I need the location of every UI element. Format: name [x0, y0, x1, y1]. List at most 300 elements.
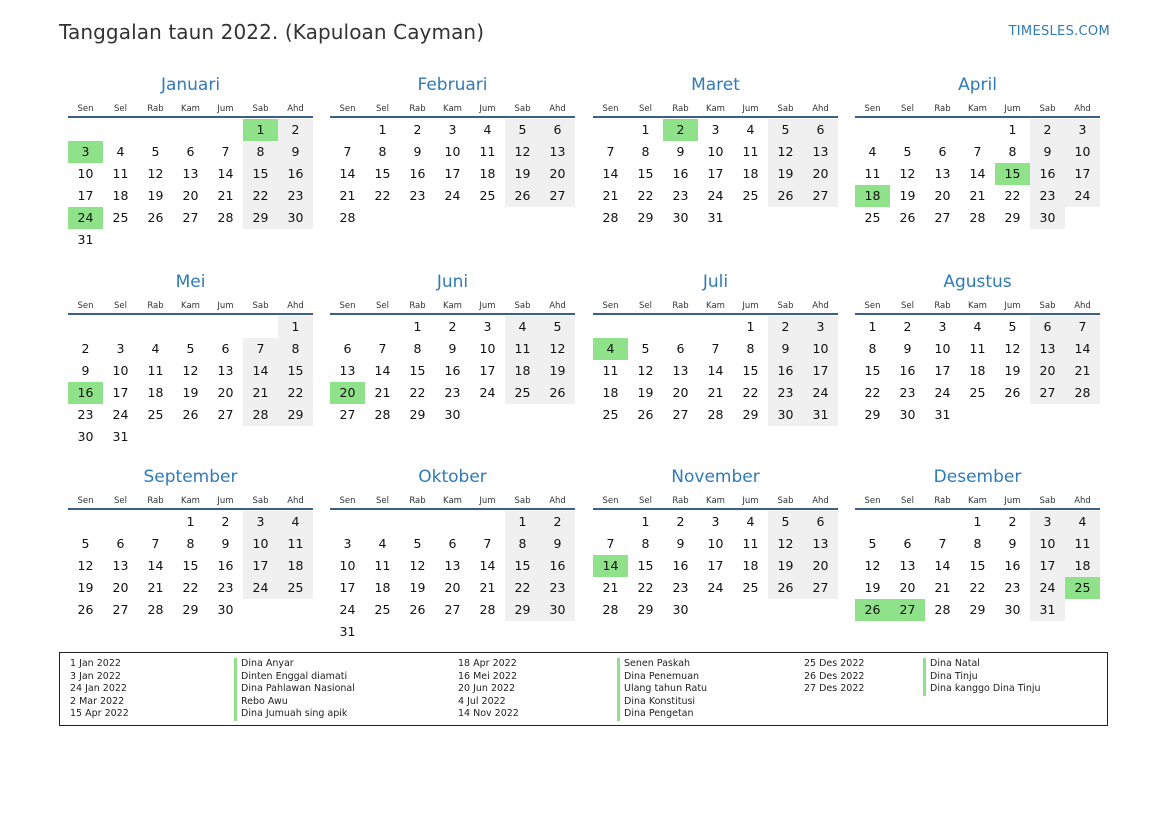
day-cell: 27 — [672, 407, 689, 422]
day-cell: 1 — [641, 122, 650, 137]
day-cell: 21 — [934, 580, 951, 595]
day-cell: 29 — [969, 602, 986, 617]
day-cell: 23 — [899, 385, 916, 400]
day-cell: 10 — [243, 533, 278, 555]
weekday-label: Sel — [376, 496, 389, 506]
weekday-header — [593, 96, 838, 118]
empty-cell — [365, 511, 400, 533]
empty-cell — [925, 511, 960, 533]
day-cell: 8 — [641, 144, 650, 159]
day-cell: 16 — [217, 558, 234, 573]
weekday-label: Sel — [376, 301, 389, 311]
day-cell: 10 — [112, 363, 129, 378]
day-cell: 11 — [374, 558, 391, 573]
day-cell: 17 — [707, 166, 724, 181]
day-cell: 29 — [409, 407, 426, 422]
weekday-label: Jum — [479, 301, 496, 311]
day-grid — [330, 511, 575, 643]
legend-date: 18 Apr 2022 — [458, 658, 517, 669]
day-cell: 20 — [899, 580, 916, 595]
day-cell: 12 — [899, 166, 916, 181]
day-cell: 17 — [339, 580, 356, 595]
day-cell: 12 — [182, 363, 199, 378]
legend-date: 2 Mar 2022 — [70, 695, 125, 707]
holiday-day-cell: 3 — [68, 141, 103, 163]
day-cell: 20 — [540, 163, 575, 185]
weekday-label: Kam — [706, 301, 725, 311]
legend-date: 1 Jan 2022 — [70, 658, 121, 669]
day-cell: 30 — [1030, 207, 1065, 229]
day-cell: 15 — [864, 363, 881, 378]
day-cell: 16 — [768, 360, 803, 382]
day-cell: 1 — [1008, 122, 1017, 137]
day-cell: 9 — [676, 144, 685, 159]
day-cell: 22 — [969, 580, 986, 595]
day-cell: 26 — [540, 382, 575, 404]
legend-holiday-name: Dina Natal — [923, 658, 1041, 671]
day-cell: 22 — [409, 385, 426, 400]
weekday-label: Sen — [864, 496, 881, 506]
day-cell: 16 — [278, 163, 313, 185]
day-cell: 2 — [768, 316, 803, 338]
day-cell: 14 — [934, 558, 951, 573]
day-cell: 22 — [278, 382, 313, 404]
day-cell: 1 — [378, 122, 387, 137]
day-cell: 27 — [803, 577, 838, 599]
day-cell: 13 — [444, 558, 461, 573]
month-november — [593, 466, 838, 621]
day-cell: 14 — [969, 166, 986, 181]
day-cell: 4 — [483, 122, 492, 137]
day-grid — [593, 316, 838, 426]
empty-cell — [855, 511, 890, 533]
day-cell: 6 — [803, 119, 838, 141]
empty-cell — [68, 511, 103, 533]
holiday-day-cell: 16 — [68, 382, 103, 404]
day-cell: 31 — [339, 624, 356, 639]
day-cell: 7 — [483, 536, 492, 551]
day-cell: 14 — [602, 166, 619, 181]
month-name: Desember — [933, 467, 1022, 487]
weekday-label: Rab — [934, 301, 951, 311]
holiday-day-cell: 27 — [890, 599, 925, 621]
day-cell: 6 — [448, 536, 457, 551]
day-cell: 3 — [711, 514, 720, 529]
weekday-label: Sen — [602, 301, 619, 311]
legend-holiday-name: Dina Pahlawan Nasional — [234, 683, 355, 696]
legend-date: 16 Mei 2022 — [458, 670, 517, 682]
day-cell: 20 — [1030, 360, 1065, 382]
weekday-label: Jum — [1004, 301, 1021, 311]
day-cell: 9 — [413, 144, 422, 159]
empty-cell — [890, 511, 925, 533]
day-cell: 1 — [505, 511, 540, 533]
day-cell: 9 — [903, 341, 912, 356]
month-februari — [330, 74, 575, 229]
holiday-day-cell: 14 — [593, 555, 628, 577]
day-cell: 16 — [444, 363, 461, 378]
weekday-label: Kam — [968, 301, 987, 311]
day-cell: 10 — [1030, 533, 1065, 555]
day-cell: 24 — [339, 602, 356, 617]
day-cell: 25 — [147, 407, 164, 422]
day-cell: 15 — [374, 166, 391, 181]
day-cell: 8 — [1008, 144, 1017, 159]
day-cell: 9 — [448, 341, 457, 356]
weekday-label: Sab — [777, 496, 794, 506]
month-name: Agustus — [943, 272, 1012, 292]
day-cell: 5 — [768, 511, 803, 533]
legend-date: 15 Apr 2022 — [70, 708, 129, 720]
weekday-label: Sab — [1039, 104, 1056, 114]
weekday-header — [855, 96, 1100, 118]
day-cell: 17 — [1065, 163, 1100, 185]
holiday-legend — [59, 652, 1108, 726]
day-cell: 19 — [77, 580, 94, 595]
empty-cell — [890, 119, 925, 141]
day-cell: 9 — [676, 536, 685, 551]
weekday-label: Kam — [443, 301, 462, 311]
day-cell: 23 — [1030, 185, 1065, 207]
day-grid — [593, 119, 838, 229]
day-cell: 30 — [217, 602, 234, 617]
day-cell: 18 — [742, 166, 759, 181]
day-cell: 5 — [768, 119, 803, 141]
day-cell: 21 — [243, 382, 278, 404]
day-cell: 28 — [243, 404, 278, 426]
day-cell: 4 — [973, 319, 982, 334]
day-cell: 22 — [864, 385, 881, 400]
month-name: Maret — [691, 75, 740, 95]
day-cell: 8 — [868, 341, 877, 356]
day-grid — [855, 316, 1100, 426]
day-cell: 17 — [803, 360, 838, 382]
day-cell: 13 — [934, 166, 951, 181]
day-cell: 1 — [413, 319, 422, 334]
day-cell: 23 — [672, 580, 689, 595]
day-cell: 12 — [864, 558, 881, 573]
day-cell: 30 — [899, 407, 916, 422]
day-cell: 18 — [147, 385, 164, 400]
day-cell: 26 — [182, 407, 199, 422]
day-cell: 28 — [707, 407, 724, 422]
day-cell: 29 — [278, 404, 313, 426]
weekday-label: Sen — [77, 496, 94, 506]
weekday-label: Jum — [742, 496, 759, 506]
day-cell: 19 — [409, 580, 426, 595]
day-cell: 20 — [672, 385, 689, 400]
day-cell: 7 — [151, 536, 160, 551]
day-cell: 9 — [1030, 141, 1065, 163]
day-cell: 18 — [112, 188, 129, 203]
day-cell: 24 — [707, 580, 724, 595]
day-cell: 12 — [1004, 341, 1021, 356]
empty-cell — [435, 511, 470, 533]
day-cell: 1 — [973, 514, 982, 529]
month-name: November — [671, 467, 760, 487]
day-cell: 11 — [479, 144, 496, 159]
day-cell: 31 — [112, 429, 129, 444]
day-cell: 7 — [343, 144, 352, 159]
day-cell: 19 — [899, 188, 916, 203]
day-cell: 6 — [938, 144, 947, 159]
day-cell: 12 — [768, 141, 803, 163]
legend-holiday-name: Dina Anyar — [234, 658, 355, 671]
day-grid — [68, 316, 313, 448]
day-cell: 2 — [413, 122, 422, 137]
weekday-label: Sel — [639, 104, 652, 114]
day-cell: 19 — [637, 385, 654, 400]
day-cell: 18 — [505, 360, 540, 382]
day-cell: 14 — [217, 166, 234, 181]
day-cell: 19 — [768, 555, 803, 577]
day-cell: 4 — [746, 514, 755, 529]
weekday-label: Ahd — [812, 496, 829, 506]
month-juli — [593, 271, 838, 426]
empty-cell — [593, 119, 628, 141]
day-cell: 30 — [444, 407, 461, 422]
day-cell: 11 — [969, 341, 986, 356]
site-link[interactable]: TIMESLES.COM — [1008, 24, 1110, 39]
day-cell: 30 — [540, 599, 575, 621]
day-cell: 20 — [934, 188, 951, 203]
legend-holiday-name: Dina Jumuah sing apik — [234, 708, 355, 721]
day-cell: 5 — [151, 144, 160, 159]
weekday-header — [330, 96, 575, 118]
weekday-label: Rab — [409, 301, 426, 311]
day-cell: 2 — [221, 514, 230, 529]
day-cell: 14 — [147, 558, 164, 573]
day-cell: 5 — [641, 341, 650, 356]
legend-dates-3 — [804, 658, 864, 696]
day-cell: 8 — [973, 536, 982, 551]
day-cell: 30 — [672, 602, 689, 617]
day-cell: 29 — [182, 602, 199, 617]
day-cell: 30 — [77, 429, 94, 444]
legend-names-2 — [617, 658, 707, 721]
weekday-label: Rab — [409, 104, 426, 114]
day-cell: 5 — [505, 119, 540, 141]
legend-date: 20 Jun 2022 — [458, 683, 516, 695]
month-name: Januari — [160, 75, 221, 95]
day-cell: 19 — [182, 385, 199, 400]
empty-cell — [698, 316, 733, 338]
day-cell: 13 — [112, 558, 129, 573]
day-cell: 13 — [540, 141, 575, 163]
day-cell: 21 — [147, 580, 164, 595]
day-cell: 7 — [606, 536, 615, 551]
day-cell: 25 — [742, 188, 759, 203]
day-cell: 6 — [540, 119, 575, 141]
day-cell: 29 — [637, 210, 654, 225]
day-cell: 4 — [378, 536, 387, 551]
day-cell: 27 — [444, 602, 461, 617]
day-cell: 22 — [742, 385, 759, 400]
day-cell: 25 — [112, 210, 129, 225]
day-cell: 25 — [479, 188, 496, 203]
day-cell: 10 — [339, 558, 356, 573]
day-cell: 19 — [1004, 363, 1021, 378]
legend-holiday-name: Dina kanggo Dina Tinju — [923, 683, 1041, 696]
month-agustus — [855, 271, 1100, 426]
day-cell: 20 — [112, 580, 129, 595]
day-cell: 31 — [934, 407, 951, 422]
day-cell: 9 — [278, 141, 313, 163]
empty-cell — [593, 511, 628, 533]
day-cell: 2 — [1030, 119, 1065, 141]
day-cell: 24 — [1065, 185, 1100, 207]
day-cell: 4 — [116, 144, 125, 159]
day-cell: 20 — [803, 163, 838, 185]
weekday-label: Sab — [777, 301, 794, 311]
day-cell: 20 — [803, 555, 838, 577]
holiday-day-cell: 2 — [663, 119, 698, 141]
weekday-label: Ahd — [549, 301, 566, 311]
month-name: Juni — [436, 272, 469, 292]
day-cell: 21 — [602, 188, 619, 203]
day-cell: 28 — [147, 602, 164, 617]
day-cell: 30 — [768, 404, 803, 426]
day-cell: 9 — [221, 536, 230, 551]
legend-holiday-name: Dina Penemuan — [617, 671, 707, 684]
day-cell: 12 — [637, 363, 654, 378]
day-cell: 12 — [409, 558, 426, 573]
weekday-label: Sen — [339, 301, 356, 311]
day-cell: 28 — [374, 407, 391, 422]
weekday-label: Sen — [602, 496, 619, 506]
day-cell: 3 — [243, 511, 278, 533]
day-cell: 12 — [147, 166, 164, 181]
weekday-label: Jum — [479, 496, 496, 506]
weekday-label: Sen — [602, 104, 619, 114]
legend-date: 3 Jan 2022 — [70, 670, 121, 682]
legend-date: 24 Jan 2022 — [70, 683, 127, 695]
day-cell: 16 — [409, 166, 426, 181]
weekday-label: Sen — [339, 496, 356, 506]
day-cell: 16 — [1030, 163, 1065, 185]
day-cell: 6 — [186, 144, 195, 159]
day-cell: 30 — [1004, 602, 1021, 617]
weekday-header — [68, 293, 313, 315]
day-cell: 28 — [602, 602, 619, 617]
day-cell: 27 — [112, 602, 129, 617]
weekday-header — [68, 488, 313, 510]
legend-holiday-name: Dina Konstitusi — [617, 696, 707, 709]
weekday-header — [593, 293, 838, 315]
day-cell: 26 — [768, 185, 803, 207]
legend-date: 27 Des 2022 — [804, 683, 865, 695]
day-cell: 31 — [77, 232, 94, 247]
day-cell: 3 — [343, 536, 352, 551]
day-cell: 4 — [151, 341, 160, 356]
day-cell: 12 — [768, 533, 803, 555]
empty-cell — [243, 316, 278, 338]
day-cell: 6 — [676, 341, 685, 356]
weekday-label: Sel — [901, 301, 914, 311]
weekday-label: Ahd — [287, 104, 304, 114]
day-cell: 31 — [707, 210, 724, 225]
weekday-label: Ahd — [1074, 496, 1091, 506]
day-cell: 11 — [742, 144, 759, 159]
empty-cell — [400, 511, 435, 533]
day-cell: 8 — [378, 144, 387, 159]
day-cell: 5 — [186, 341, 195, 356]
day-cell: 7 — [973, 144, 982, 159]
weekday-label: Sab — [252, 301, 269, 311]
holiday-day-cell: 25 — [1065, 577, 1100, 599]
day-cell: 10 — [77, 166, 94, 181]
day-cell: 12 — [77, 558, 94, 573]
weekday-label: Sel — [114, 104, 127, 114]
month-name: Mei — [175, 272, 206, 292]
day-cell: 5 — [540, 316, 575, 338]
day-cell: 1 — [868, 319, 877, 334]
weekday-header — [68, 96, 313, 118]
day-cell: 1 — [746, 319, 755, 334]
day-cell: 27 — [540, 185, 575, 207]
day-cell: 13 — [339, 363, 356, 378]
day-cell: 11 — [147, 363, 164, 378]
day-cell: 26 — [768, 577, 803, 599]
empty-cell — [68, 119, 103, 141]
day-cell: 4 — [746, 122, 755, 137]
weekday-label: Jum — [742, 301, 759, 311]
weekday-label: Kam — [181, 301, 200, 311]
day-cell: 28 — [217, 210, 234, 225]
day-cell: 10 — [803, 338, 838, 360]
empty-cell — [470, 511, 505, 533]
day-cell: 9 — [81, 363, 90, 378]
empty-cell — [103, 316, 138, 338]
day-cell: 15 — [969, 558, 986, 573]
day-cell: 24 — [707, 188, 724, 203]
day-cell: 15 — [243, 163, 278, 185]
day-cell: 21 — [339, 188, 356, 203]
legend-dates-2 — [458, 658, 519, 721]
day-cell: 23 — [278, 185, 313, 207]
day-cell: 19 — [768, 163, 803, 185]
empty-cell — [138, 511, 173, 533]
empty-cell — [365, 316, 400, 338]
day-cell: 6 — [343, 341, 352, 356]
day-cell: 25 — [864, 210, 881, 225]
weekday-label: Jum — [217, 496, 234, 506]
weekday-label: Kam — [706, 496, 725, 506]
day-cell: 10 — [1065, 141, 1100, 163]
day-cell: 13 — [217, 363, 234, 378]
weekday-label: Ahd — [812, 104, 829, 114]
day-cell: 29 — [243, 207, 278, 229]
day-cell: 17 — [479, 363, 496, 378]
day-cell: 18 — [742, 558, 759, 573]
day-cell: 21 — [217, 188, 234, 203]
weekday-label: Sel — [901, 496, 914, 506]
weekday-label: Ahd — [549, 104, 566, 114]
weekday-label: Sel — [639, 496, 652, 506]
weekday-label: Sab — [1039, 496, 1056, 506]
day-cell: 29 — [742, 407, 759, 422]
day-grid — [330, 119, 575, 229]
weekday-label: Jum — [1004, 496, 1021, 506]
legend-holiday-name: Dina Pengetan — [617, 708, 707, 721]
day-cell: 11 — [602, 363, 619, 378]
weekday-label: Rab — [672, 496, 689, 506]
day-cell: 8 — [505, 533, 540, 555]
empty-cell — [593, 316, 628, 338]
weekday-label: Sen — [77, 301, 94, 311]
day-cell: 15 — [278, 360, 313, 382]
day-cell: 14 — [707, 363, 724, 378]
